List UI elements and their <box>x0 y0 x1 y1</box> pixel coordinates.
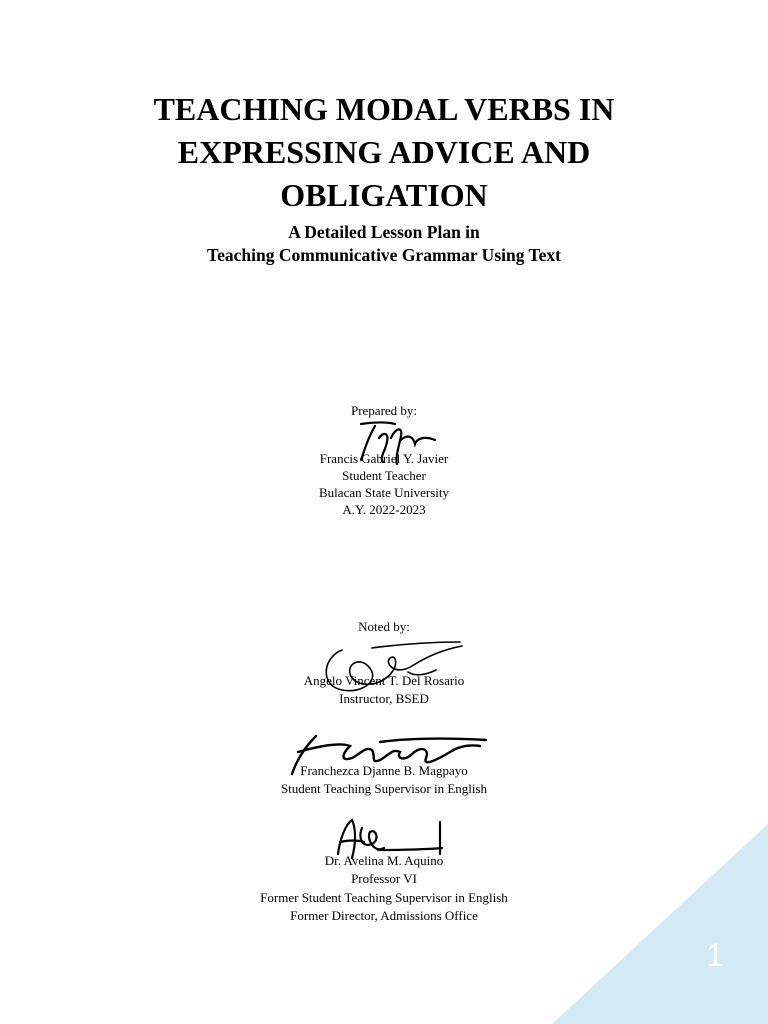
title-line-2: EXPRESSING ADVICE AND <box>177 134 591 170</box>
noted-label: Noted by: <box>358 619 410 634</box>
subtitle-line-1: A Detailed Lesson Plan in <box>288 222 480 242</box>
signatory-3-title-2: Former Student Teaching Supervisor in English <box>260 890 508 905</box>
signatory-3-title-1: Professor VI <box>351 871 417 886</box>
preparer-school: Bulacan State University <box>319 485 449 500</box>
subtitle-line-2: Teaching Communicative Grammar Using Text <box>207 245 561 265</box>
signatory-3-title-3: Former Director, Admissions Office <box>290 908 478 923</box>
preparer-name: Francis Gabriel Y. Javier <box>319 451 449 466</box>
page-number: 1 <box>706 937 724 973</box>
signatory-1-title: Instructor, BSED <box>339 691 429 706</box>
prepared-label: Prepared by: <box>350 403 418 418</box>
signatory-1-name: Angelo Vincent T. Del Rosario <box>303 673 465 688</box>
title-line-3: OBLIGATION <box>280 177 488 213</box>
preparer-year: A.Y. 2022-2023 <box>342 502 426 517</box>
signatory-2-title: Student Teaching Supervisor in English <box>280 781 488 796</box>
title-line-1: TEACHING MODAL VERBS IN <box>153 91 615 127</box>
signatory-2-name: Franchezca Djanne B. Magpayo <box>300 763 468 778</box>
corner-triangle-decoration <box>552 824 768 1024</box>
document-subtitle <box>60 221 708 267</box>
preparer-role: Student Teacher <box>342 468 426 483</box>
signatory-3-name: Dr. Avelina M. Aquino <box>324 853 444 868</box>
document-title <box>60 88 708 217</box>
